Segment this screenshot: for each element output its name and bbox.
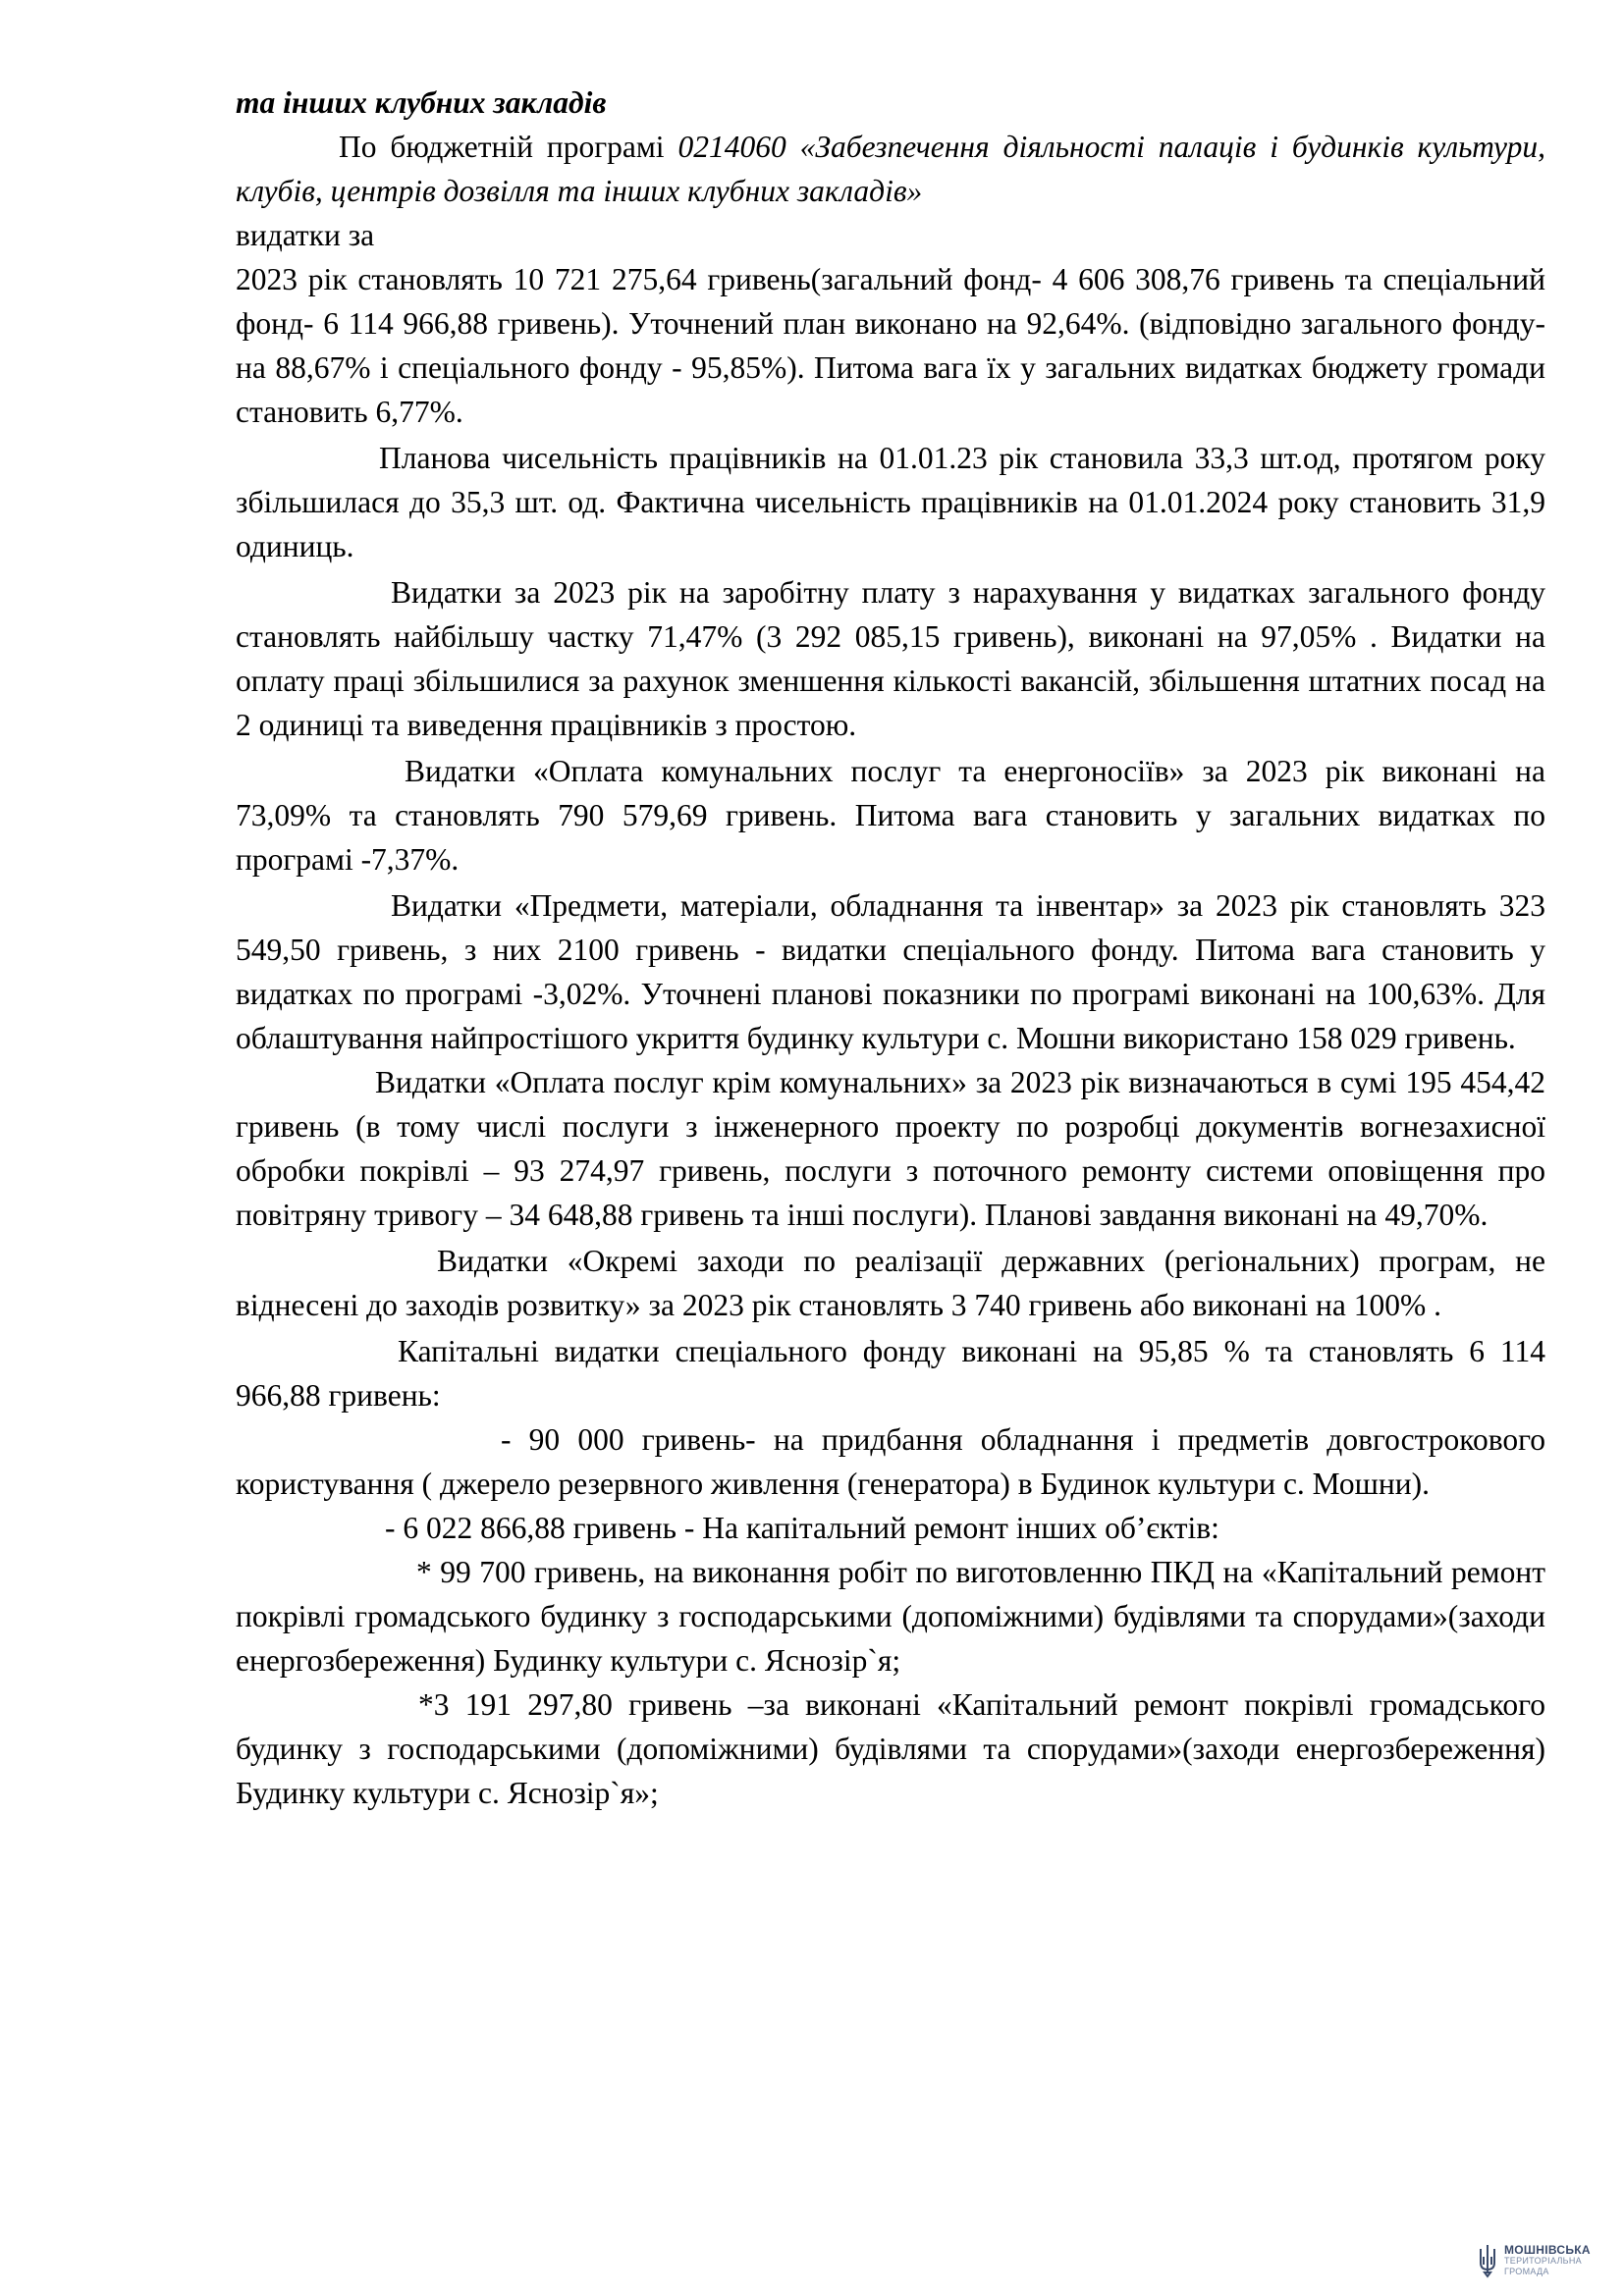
community-logo [1477, 2243, 1591, 2278]
paragraph-materials: Видатки «Предмети, матеріали, обладнання та інвентар» за 2023 рік становлять 323 549,50 гривень, з них 2100 гривень - видатки спеціального фонду. Питома вага становить у видатках по програмі -3,02%. Уточнені планові показники по програмі виконані на 100,63%. Для облаштування найпростішого укриття будинку культури с. Мошни використано 158 029 гривень. [236, 888, 1545, 1055]
paragraph-capital: Капітальні видатки спеціального фонду виконані на 95,85 % та становлять 6 114 966,88 гривень: [236, 1334, 1545, 1413]
paragraph-expenses-label: видатки за [236, 218, 375, 252]
list-item-equipment: - 90 000 гривень- на придбання обладнання і предметів довгострокового користування ( джерело резервного живлення (генератора) в Будинок культури с. Мошни). [236, 1422, 1545, 1501]
list-item-capital-repair: - 6 022 866,88 гривень - На капітальний ремонт інших об’єктів: [385, 1511, 1219, 1545]
section-heading: та інших клубних закладів [236, 85, 607, 120]
paragraph-programs: Видатки «Окремі заходи по реалізації державних (регіональних) програм, не віднесені до заходів розвитку» за 2023 рік становлять 3 740 гривень або виконані на 100% . [236, 1244, 1545, 1322]
paragraph-services: Видатки «Оплата послуг крім комунальних» за 2023 рік визначаються в сумі 195 454,42 гривень (в тому числі послуги з інженерного проекту по розробці документів вогнезахисної обробки покрівлі – 93 274,97 гривень, послуги з поточного ремонту системи оповіщення про повітряну тривогу – 34 648,88 гривень та інші послуги). Планові завдання виконані на 49,70%. [236, 1065, 1545, 1232]
list-item-roof-repair: *3 191 297,80 гривень –за виконані «Капітальний ремонт покрівлі громадського будинку з господарськими (допоміжними) будівлями та спорудами»(заходи енергозбереження) Будинку культури с. Яснозір`я»; [236, 1687, 1545, 1810]
paragraph-expenses-total: 2023 рік становлять 10 721 275,64 гривень(загальний фонд- 4 606 308,76 гривень та спеціальний фонд- 6 114 966,88 гривень). Уточнений план виконано на 92,64%. (відповідно загального фонду-на 88,67% і спеціального фонду - 95,85%). Питома вага їх у загальних видатках бюджету громади становить 6,77%. [236, 262, 1545, 429]
paragraph-utilities: Видатки «Оплата комунальних послуг та енергоносіїв» за 2023 рік виконані на 73,09% та становлять 790 579,69 гривень. Питома вага становить у загальних видатках по програмі -7,37%. [236, 754, 1545, 877]
list-item-pkd: * 99 700 гривень, на виконання робіт по виготовленню ПКД на «Капітальний ремонт покрівлі громадського будинку з господарськими (допоміжними) будівлями та спорудами»(заходи енергозбереження) Будинку культури с. Яснозір`я; [236, 1555, 1545, 1678]
program-name: 0214060 «Забезпечення діяльності палаців і будинків культури, клубів, центрів дозвілля та інших клубних закладів» [236, 130, 1545, 208]
logo-line-2: ТЕРИТОРІАЛЬНА [1504, 2255, 1582, 2266]
paragraph-program-intro [236, 125, 1545, 213]
logo-text [1504, 2242, 1591, 2277]
logo-line-1: МОШНІВСЬКА [1504, 2242, 1591, 2257]
paragraph-staff: Планова чисельність працівників на 01.01.23 рік становила 33,3 шт.од, протягом року збільшилася до 35,3 шт. од. Фактична чисельність працівників на 01.01.2024 року становить 31,9 одиниць. [236, 441, 1545, 563]
program-prefix: По бюджетній програмі [339, 130, 678, 164]
paragraph-salary: Видатки за 2023 рік на заробітну плату з нарахування у видатках загального фонду становлять найбільшу частку 71,47% (3 292 085,15 гривень), виконані на 97,05% . Видатки на оплату праці збільшилися за рахунок зменшення кількості вакансій, збільшення штатних посад на 2 одиниці та виведення працівників з простою. [236, 575, 1545, 742]
document-page [236, 80, 1545, 1815]
logo-line-3: ГРОМАДА [1504, 2266, 1549, 2276]
trident-emblem-icon [1477, 2243, 1498, 2278]
